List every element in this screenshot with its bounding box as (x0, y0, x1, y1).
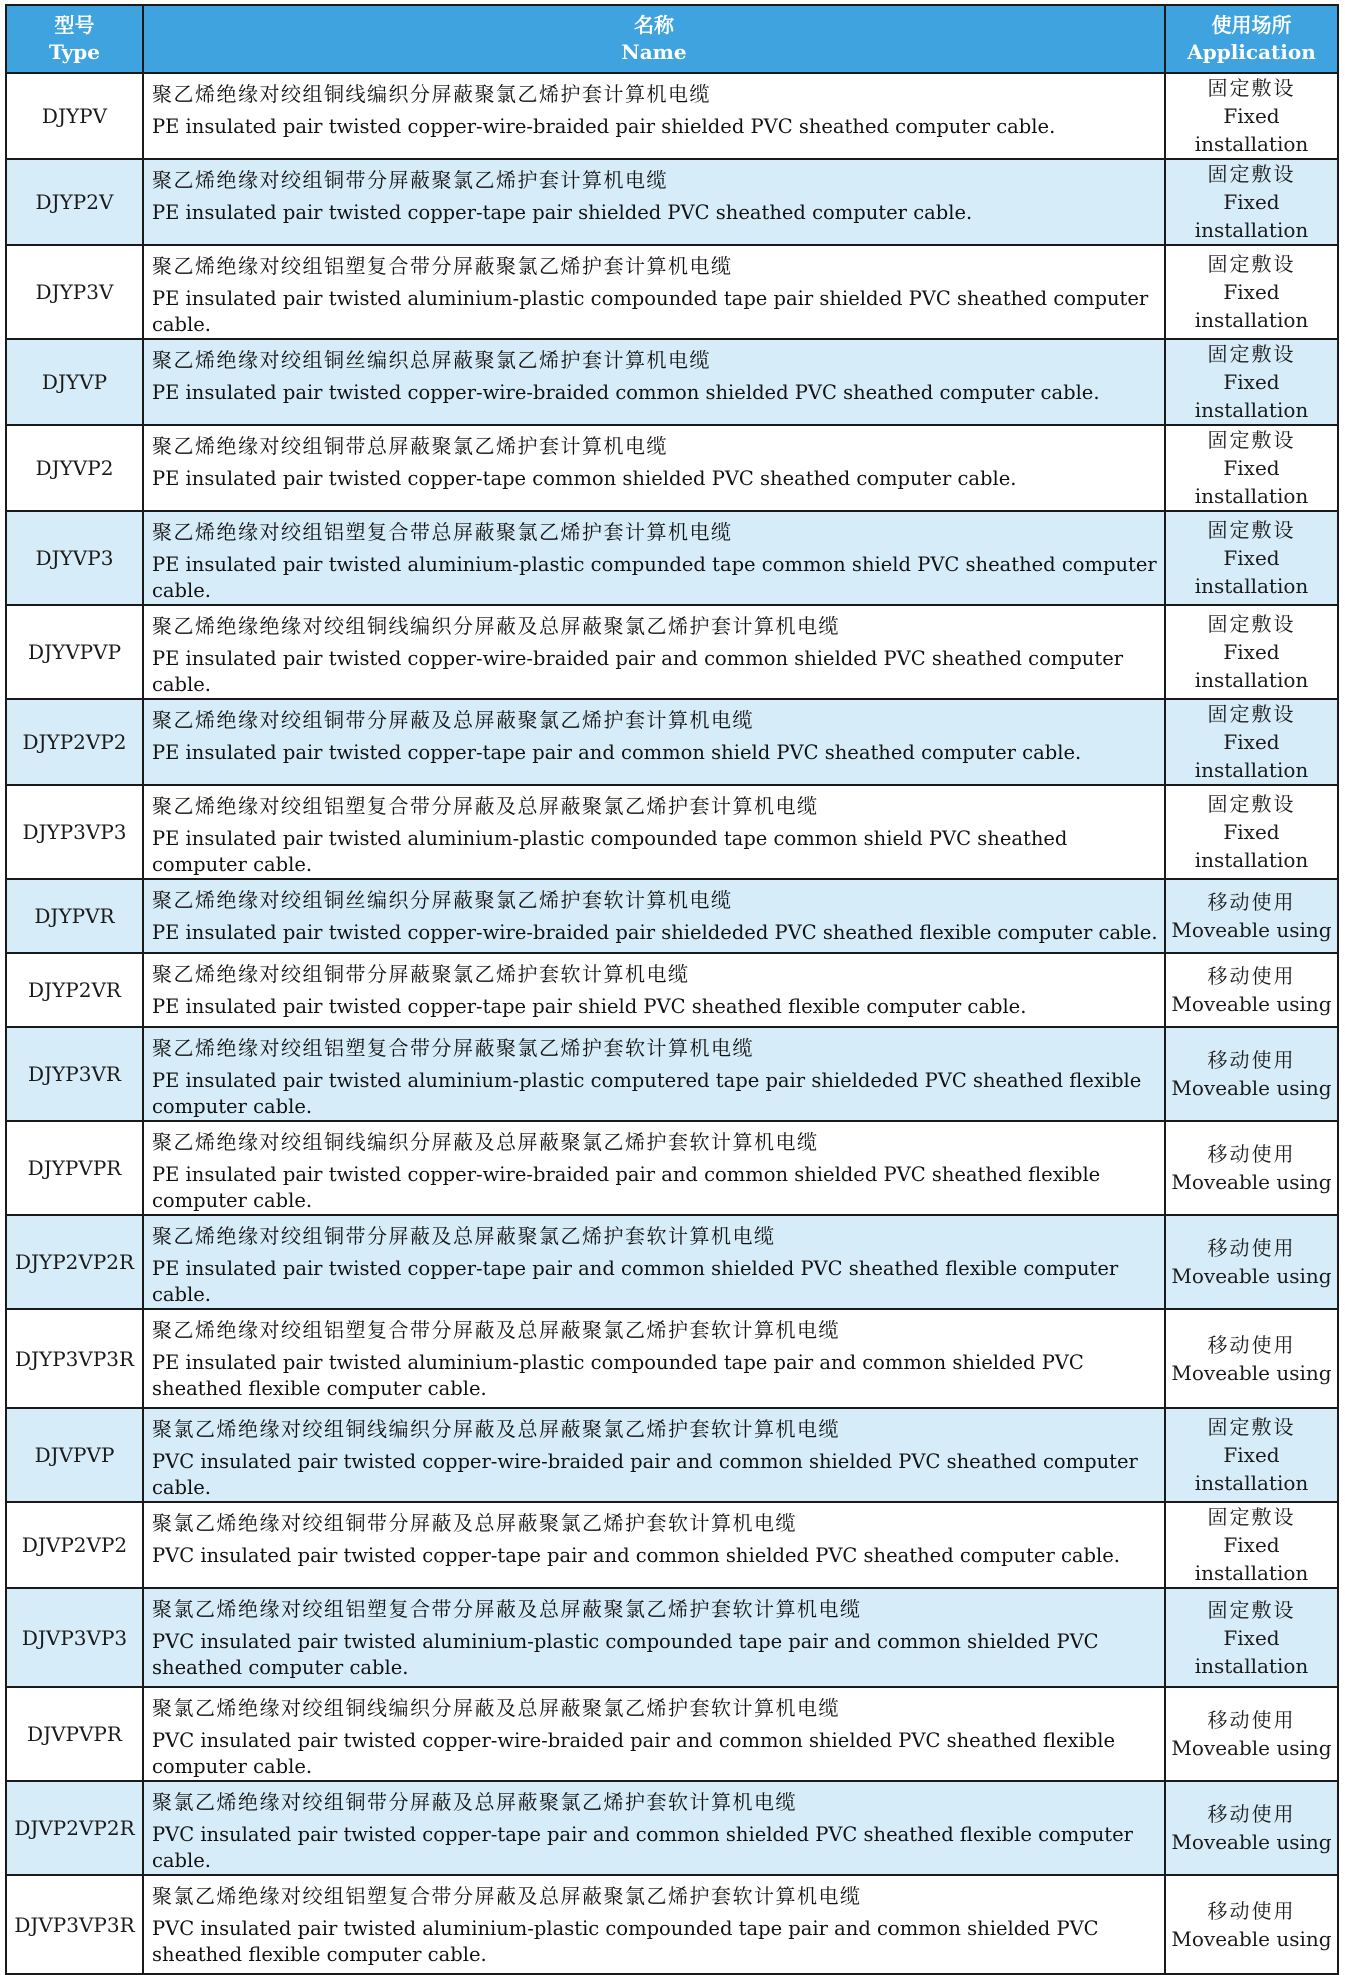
table-row (6, 339, 1338, 425)
table-header-row (6, 5, 1338, 73)
table-row (6, 73, 1338, 159)
type-cell: DJVP3VP3 (6, 1588, 143, 1687)
name-zh: 聚乙烯绝缘对绞组铜带分屏蔽聚氯乙烯护套计算机电缆 (152, 168, 668, 192)
name-column-header (143, 5, 1165, 73)
type-cell: DJYPVPR (6, 1121, 143, 1215)
application-zh: 固定敷设 (1207, 162, 1296, 186)
application-zh: 固定敷设 (1207, 1415, 1296, 1439)
application-en: Moveable using (1171, 1926, 1332, 1951)
application-en: Moveable using (1171, 1830, 1332, 1854)
table-row (6, 1687, 1338, 1781)
name-zh: 聚氯乙烯绝缘对绞组铜带分屏蔽及总屏蔽聚氯乙烯护套软计算机电缆 (152, 1790, 797, 1814)
type-cell: DJVP2VP2 (6, 1502, 143, 1588)
application-en: Fixed installation (1194, 640, 1309, 692)
name-zh: 聚氯乙烯绝缘对绞组铝塑复合带分屏蔽及总屏蔽聚氯乙烯护套软计算机电缆 (152, 1884, 862, 1908)
table-row (6, 425, 1338, 511)
name-en: PE insulated pair twisted aluminium-plastic compounded tape pair shielded PVC sheathed computer cable. (152, 287, 1149, 336)
name-zh: 聚乙烯绝缘对绞组铝塑复合带分屏蔽聚氯乙烯护套计算机电缆 (152, 254, 733, 278)
name-zh: 聚乙烯绝缘对绞组铝塑复合带分屏蔽及总屏蔽聚氯乙烯护套计算机电缆 (152, 794, 819, 818)
application-en: Fixed installation (1194, 190, 1309, 242)
name-zh: 聚乙烯绝缘对绞组铝塑复合带分屏蔽及总屏蔽聚氯乙烯护套软计算机电缆 (152, 1318, 840, 1342)
application-header-zh: 使用场所 (1211, 13, 1292, 37)
application-cell (1165, 879, 1338, 953)
application-zh: 移动使用 (1207, 1898, 1296, 1923)
table-row (6, 785, 1338, 879)
application-cell (1165, 1588, 1338, 1687)
application-en: Moveable using (1171, 1736, 1332, 1760)
name-en: PE insulated pair twisted aluminium-plastic computered tape pair shieldeded PVC sheathed flexible computer cable. (152, 1069, 1142, 1118)
name-en: PE insulated pair twisted copper-tape common shielded PVC sheathed computer cable. (152, 467, 1017, 490)
name-zh: 聚乙烯绝缘绝缘对绞组铜线编织分屏蔽及总屏蔽聚氯乙烯护套计算机电缆 (152, 614, 840, 638)
type-cell: DJYVP2 (6, 425, 143, 511)
type-cell: DJVPVPR (6, 1687, 143, 1781)
name-en: PVC insulated pair twisted aluminium-plastic compounded tape pair and common shielded PVC sheathed computer cable. (152, 1630, 1099, 1679)
name-zh: 聚氯乙烯绝缘对绞组铜带分屏蔽及总屏蔽聚氯乙烯护套软计算机电缆 (152, 1511, 797, 1535)
name-cell (143, 511, 1165, 605)
name-header-en: Name (621, 40, 687, 64)
application-cell (1165, 425, 1338, 511)
table-row (6, 1875, 1338, 1974)
name-zh: 聚氯乙烯绝缘对绞组铜线编织分屏蔽及总屏蔽聚氯乙烯护套软计算机电缆 (152, 1417, 840, 1441)
name-zh: 聚乙烯绝缘对绞组铜带分屏蔽聚氯乙烯护套软计算机电缆 (152, 962, 690, 986)
application-zh: 移动使用 (1207, 1332, 1296, 1357)
table-row (6, 1309, 1338, 1408)
name-cell (143, 1875, 1165, 1974)
application-cell (1165, 511, 1338, 605)
application-cell (1165, 1121, 1338, 1215)
name-en: PE insulated pair twisted copper-tape pair and common shield PVC sheathed computer cable. (152, 741, 1082, 764)
type-cell: DJYP2VP2 (6, 699, 143, 785)
table-row (6, 879, 1338, 953)
name-en: PE insulated pair twisted copper-wire-braided common shielded PVC sheathed computer cable. (152, 381, 1100, 404)
type-cell: DJYP2VP2R (6, 1215, 143, 1309)
application-en: Fixed installation (1194, 1443, 1309, 1495)
application-zh: 固定敷设 (1207, 428, 1296, 452)
cable-spec-table (5, 4, 1339, 1975)
type-cell: DJVP3VP3R (6, 1875, 143, 1974)
table-row (6, 1408, 1338, 1502)
table-row (6, 511, 1338, 605)
application-en: Moveable using (1171, 1076, 1332, 1100)
application-zh: 移动使用 (1207, 1048, 1296, 1072)
name-en: PE insulated pair twisted copper-wire-braided pair shieldeded PVC sheathed flexible computer cable. (152, 921, 1158, 944)
table-row (6, 605, 1338, 699)
type-cell: DJYPVR (6, 879, 143, 953)
name-cell (143, 1408, 1165, 1502)
application-cell (1165, 1309, 1338, 1408)
application-zh: 固定敷设 (1207, 1597, 1296, 1622)
application-en: Fixed installation (1194, 1625, 1309, 1678)
application-cell (1165, 159, 1338, 245)
type-cell: DJVP2VP2R (6, 1781, 143, 1875)
name-cell (143, 339, 1165, 425)
name-en: PE insulated pair twisted copper-wire-braided pair and common shielded PVC sheathed flexible computer cable. (152, 1163, 1101, 1212)
name-cell (143, 245, 1165, 339)
name-zh: 聚乙烯绝缘对绞组铜丝编织分屏蔽聚氯乙烯护套软计算机电缆 (152, 888, 733, 912)
application-en: Moveable using (1171, 1170, 1332, 1194)
type-header-zh: 型号 (54, 13, 95, 37)
type-cell: DJYP2VR (6, 953, 143, 1027)
application-cell (1165, 1687, 1338, 1781)
name-cell (143, 1027, 1165, 1121)
table-row (6, 1215, 1338, 1309)
application-cell (1165, 605, 1338, 699)
name-cell (143, 73, 1165, 159)
application-zh: 固定敷设 (1207, 76, 1296, 100)
application-cell (1165, 1781, 1338, 1875)
name-cell (143, 879, 1165, 953)
name-header-zh: 名称 (634, 13, 674, 37)
type-cell: DJYVPVP (6, 605, 143, 699)
name-cell (143, 699, 1165, 785)
application-cell (1165, 1502, 1338, 1588)
name-cell (143, 1588, 1165, 1687)
application-en: Fixed installation (1194, 820, 1309, 872)
application-cell (1165, 785, 1338, 879)
table-row (6, 1588, 1338, 1687)
name-en: PE insulated pair twisted copper-tape pair shielded PVC sheathed computer cable. (152, 201, 973, 224)
application-en: Moveable using (1171, 1264, 1332, 1288)
application-zh: 固定敷设 (1207, 792, 1296, 816)
application-zh: 移动使用 (1207, 964, 1296, 988)
application-en: Fixed installation (1194, 104, 1309, 156)
name-en: PVC insulated pair twisted aluminium-plastic compounded tape pair and common shielded PVC sheathed flexible computer cable. (152, 1917, 1099, 1966)
application-zh: 移动使用 (1207, 1142, 1296, 1166)
application-cell (1165, 1875, 1338, 1974)
application-cell (1165, 339, 1338, 425)
name-cell (143, 159, 1165, 245)
application-cell (1165, 1408, 1338, 1502)
table-row (6, 1121, 1338, 1215)
name-zh: 聚乙烯绝缘对绞组铜带分屏蔽及总屏蔽聚氯乙烯护套计算机电缆 (152, 708, 754, 732)
application-zh: 移动使用 (1207, 890, 1296, 914)
type-cell: DJYVP3 (6, 511, 143, 605)
name-en: PVC insulated pair twisted copper-tape pair and common shielded PVC sheathed computer cable. (152, 1544, 1120, 1567)
application-zh: 固定敷设 (1207, 342, 1296, 366)
name-cell (143, 785, 1165, 879)
application-zh: 移动使用 (1207, 1708, 1296, 1732)
name-cell (143, 1215, 1165, 1309)
name-zh: 聚氯乙烯绝缘对绞组铝塑复合带分屏蔽及总屏蔽聚氯乙烯护套软计算机电缆 (152, 1597, 862, 1621)
application-en: Fixed installation (1194, 370, 1309, 422)
name-cell (143, 1687, 1165, 1781)
table-row (6, 1502, 1338, 1588)
application-cell (1165, 1215, 1338, 1309)
name-zh: 聚乙烯绝缘对绞组铝塑复合带分屏蔽聚氯乙烯护套软计算机电缆 (152, 1036, 754, 1060)
table-row (6, 245, 1338, 339)
name-en: PVC insulated pair twisted copper-tape pair and common shielded PVC sheathed flexible computer cable. (152, 1823, 1134, 1872)
name-zh: 聚乙烯绝缘对绞组铝塑复合带总屏蔽聚氯乙烯护套计算机电缆 (152, 520, 733, 544)
type-cell: DJYP3VP3 (6, 785, 143, 879)
name-en: PE insulated pair twisted aluminium-plastic compounded tape pair and common shielded PVC sheathed flexible computer cable. (152, 1351, 1084, 1400)
application-en: Fixed installation (1194, 1533, 1309, 1585)
application-zh: 固定敷设 (1207, 518, 1296, 542)
name-cell (143, 1781, 1165, 1875)
table-row (6, 1027, 1338, 1121)
application-zh: 固定敷设 (1207, 612, 1296, 636)
application-cell (1165, 245, 1338, 339)
name-zh: 聚乙烯绝缘对绞组铜带分屏蔽及总屏蔽聚氯乙烯护套软计算机电缆 (152, 1224, 776, 1248)
type-cell: DJVPVP (6, 1408, 143, 1502)
name-cell (143, 1502, 1165, 1588)
application-en: Moveable using (1171, 992, 1332, 1016)
name-cell (143, 425, 1165, 511)
application-en: Moveable using (1171, 1360, 1332, 1385)
name-cell (143, 605, 1165, 699)
application-zh: 固定敷设 (1207, 252, 1296, 276)
application-en: Fixed installation (1194, 546, 1309, 598)
name-cell (143, 1121, 1165, 1215)
name-cell (143, 1309, 1165, 1408)
table-body (6, 73, 1338, 1974)
table-row (6, 953, 1338, 1027)
type-column-header (6, 5, 143, 73)
name-zh: 聚乙烯绝缘对绞组铜丝编织总屏蔽聚氯乙烯护套计算机电缆 (152, 348, 711, 372)
table-row (6, 1781, 1338, 1875)
name-cell (143, 953, 1165, 1027)
type-cell: DJYP3V (6, 245, 143, 339)
application-header-en: Application (1187, 40, 1316, 64)
name-en: PE insulated pair twisted aluminium-plastic compunded tape common shield PVC sheathed computer cable. (152, 553, 1157, 602)
application-zh: 移动使用 (1207, 1236, 1296, 1260)
application-zh: 移动使用 (1207, 1802, 1296, 1826)
name-zh: 聚乙烯绝缘对绞组铜线编织分屏蔽聚氯乙烯护套计算机电缆 (152, 82, 711, 106)
application-zh: 固定敷设 (1207, 702, 1296, 726)
application-cell (1165, 953, 1338, 1027)
application-column-header (1165, 5, 1338, 73)
application-cell (1165, 699, 1338, 785)
type-cell: DJYPV (6, 73, 143, 159)
application-en: Fixed installation (1194, 730, 1309, 782)
type-header-en: Type (48, 40, 100, 64)
name-en: PE insulated pair twisted aluminium-plastic compounded tape common shield PVC sheathed computer cable. (152, 827, 1068, 876)
name-en: PVC insulated pair twisted copper-wire-braided pair and common shielded PVC sheathed flexible computer cable. (152, 1729, 1115, 1778)
name-zh: 聚氯乙烯绝缘对绞组铜线编织分屏蔽及总屏蔽聚氯乙烯护套软计算机电缆 (152, 1696, 840, 1720)
application-en: Moveable using (1171, 918, 1332, 942)
type-cell: DJYVP (6, 339, 143, 425)
name-en: PE insulated pair twisted copper-wire-braided pair and common shielded PVC sheathed computer cable. (152, 647, 1124, 696)
application-en: Fixed installation (1194, 280, 1309, 332)
name-en: PE insulated pair twisted copper-tape pair and common shielded PVC sheathed flexible computer cable. (152, 1257, 1119, 1306)
type-cell: DJYP3VP3R (6, 1309, 143, 1408)
application-en: Fixed installation (1194, 456, 1309, 508)
name-en: PE insulated pair twisted copper-wire-braided pair shielded PVC sheathed computer cable. (152, 115, 1056, 138)
type-cell: DJYP3VR (6, 1027, 143, 1121)
name-en: PVC insulated pair twisted copper-wire-braided pair and common shielded PVC sheathed computer cable. (152, 1450, 1138, 1499)
application-cell (1165, 1027, 1338, 1121)
name-zh: 聚乙烯绝缘对绞组铜线编织分屏蔽及总屏蔽聚氯乙烯护套软计算机电缆 (152, 1130, 819, 1154)
type-cell: DJYP2V (6, 159, 143, 245)
name-en: PE insulated pair twisted copper-tape pair shield PVC sheathed flexible computer cable. (152, 995, 1027, 1018)
name-zh: 聚乙烯绝缘对绞组铜带总屏蔽聚氯乙烯护套计算机电缆 (152, 434, 668, 458)
table-row (6, 159, 1338, 245)
table-row (6, 699, 1338, 785)
application-cell (1165, 73, 1338, 159)
application-zh: 固定敷设 (1207, 1505, 1296, 1529)
